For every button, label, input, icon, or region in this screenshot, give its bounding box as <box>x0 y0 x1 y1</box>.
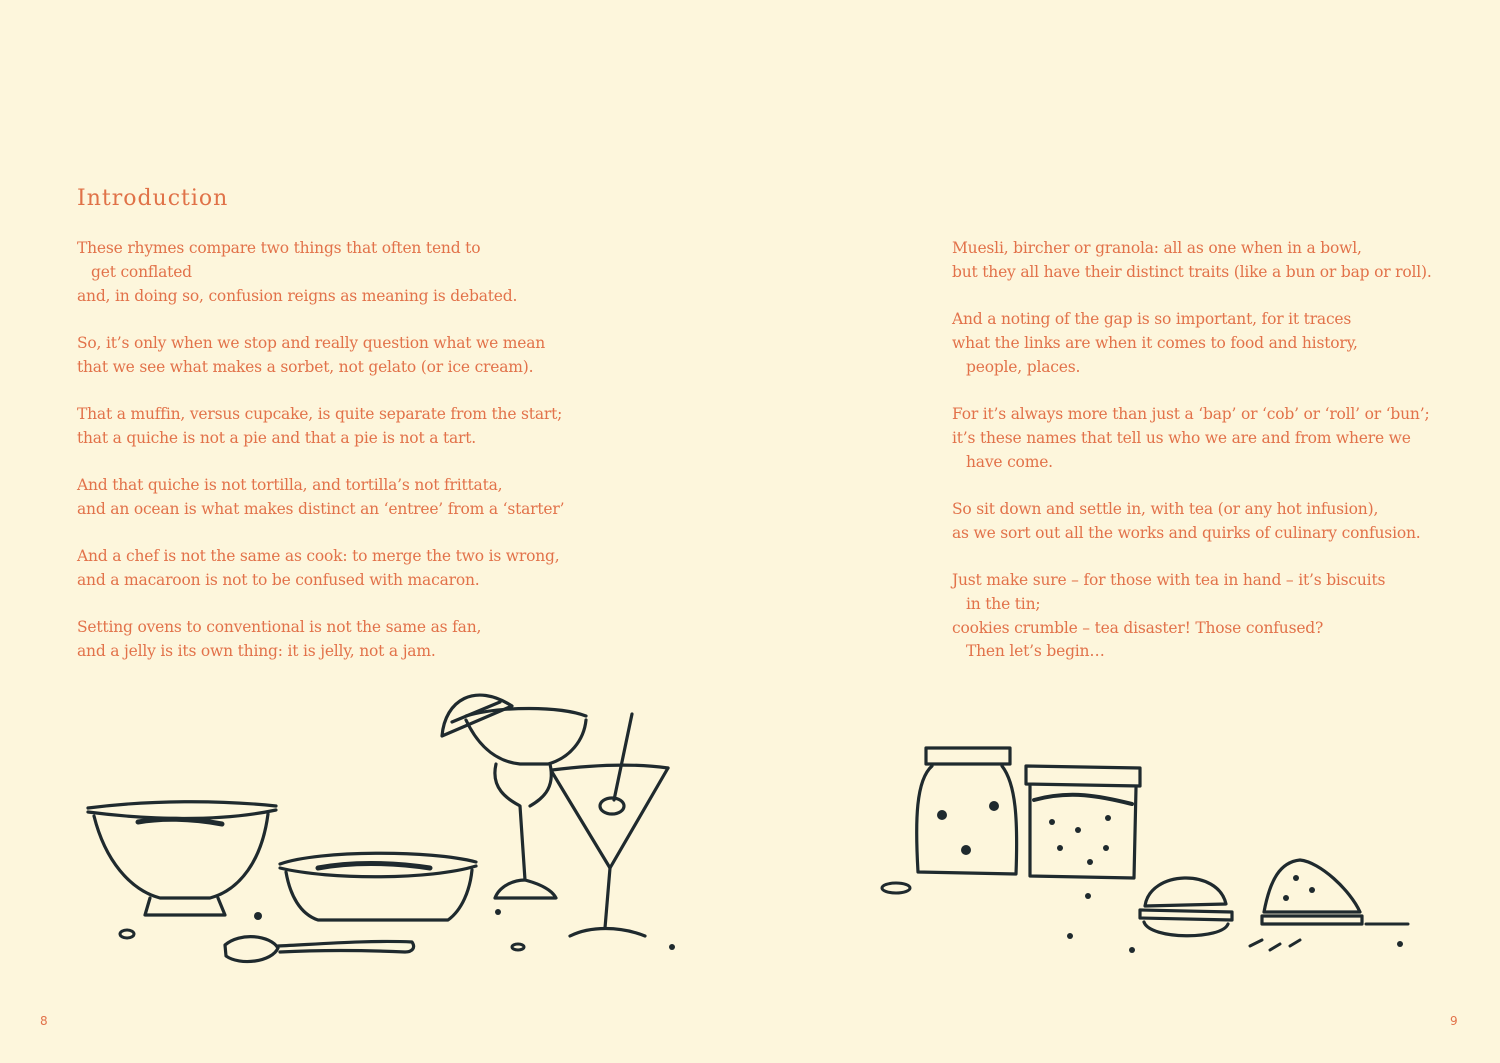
poem-line: it’s these names that tell us who we are and from where we <box>952 428 1411 447</box>
poem-line: and an ocean is what makes distinct an ‘entree’ from a ‘starter’ <box>77 499 565 518</box>
poem-line: and, in doing so, confusion reigns as meaning is debated. <box>77 286 518 305</box>
poem-line: get conflated <box>91 262 192 281</box>
poem-line: For it’s always more than just a ‘bap’ or ‘cob’ or ‘roll’ or ‘bun’; <box>952 404 1430 423</box>
poem-line: and a macaroon is not to be confused with macaron. <box>77 570 480 589</box>
poem-line: people, places. <box>966 357 1081 376</box>
page-number-left: 8 <box>40 1014 48 1028</box>
poem-line: in the tin; <box>966 594 1041 613</box>
poem-line: Setting ovens to conventional is not the same as fan, <box>77 618 482 637</box>
poem-line: So, it’s only when we stop and really question what we mean <box>77 333 546 352</box>
poem-line: cookies crumble – tea disaster! Those confused? <box>952 618 1324 637</box>
poem-line: have come. <box>966 452 1053 471</box>
poem-line: That a muffin, versus cupcake, is quite separate from the start; <box>77 404 563 423</box>
poem-line: and a jelly is its own thing: it is jelly, not a jam. <box>77 642 436 661</box>
poem-line: what the links are when it comes to food and history, <box>952 333 1358 352</box>
jar-icon <box>917 748 1017 874</box>
page-number-right: 9 <box>1450 1014 1458 1028</box>
poem-line: And a noting of the gap is so important, for it traces <box>952 310 1352 329</box>
poem-line: Just make sure – for those with tea in hand – it’s biscuits <box>952 570 1386 589</box>
poem-line: And a chef is not the same as cook: to merge the two is wrong, <box>77 547 560 566</box>
poem-line: that a quiche is not a pie and that a pie is not a tart. <box>77 428 476 447</box>
macaron-icon <box>1140 878 1232 936</box>
poem-line: And that quiche is not tortilla, and tortilla’s not frittata, <box>77 476 503 495</box>
poem-line: Muesli, bircher or granola: all as one when in a bowl, <box>952 239 1362 257</box>
page-title: Introduction <box>77 186 229 211</box>
poem-line: So sit down and settle in, with tea (or any hot infusion), <box>952 499 1379 518</box>
poem-line: Then let’s begin… <box>966 642 1105 661</box>
tin-icon <box>1026 766 1140 878</box>
poem-line: that we see what makes a sorbet, not gelato (or ice cream). <box>77 357 534 376</box>
poem-line: as we sort out all the works and quirks of culinary confusion. <box>952 523 1421 542</box>
cake-slice-icon <box>1262 860 1362 924</box>
poem-line: These rhymes compare two things that often tend to <box>77 239 481 257</box>
poem-line: but they all have their distinct traits (like a bun or bap or roll). <box>952 262 1432 281</box>
